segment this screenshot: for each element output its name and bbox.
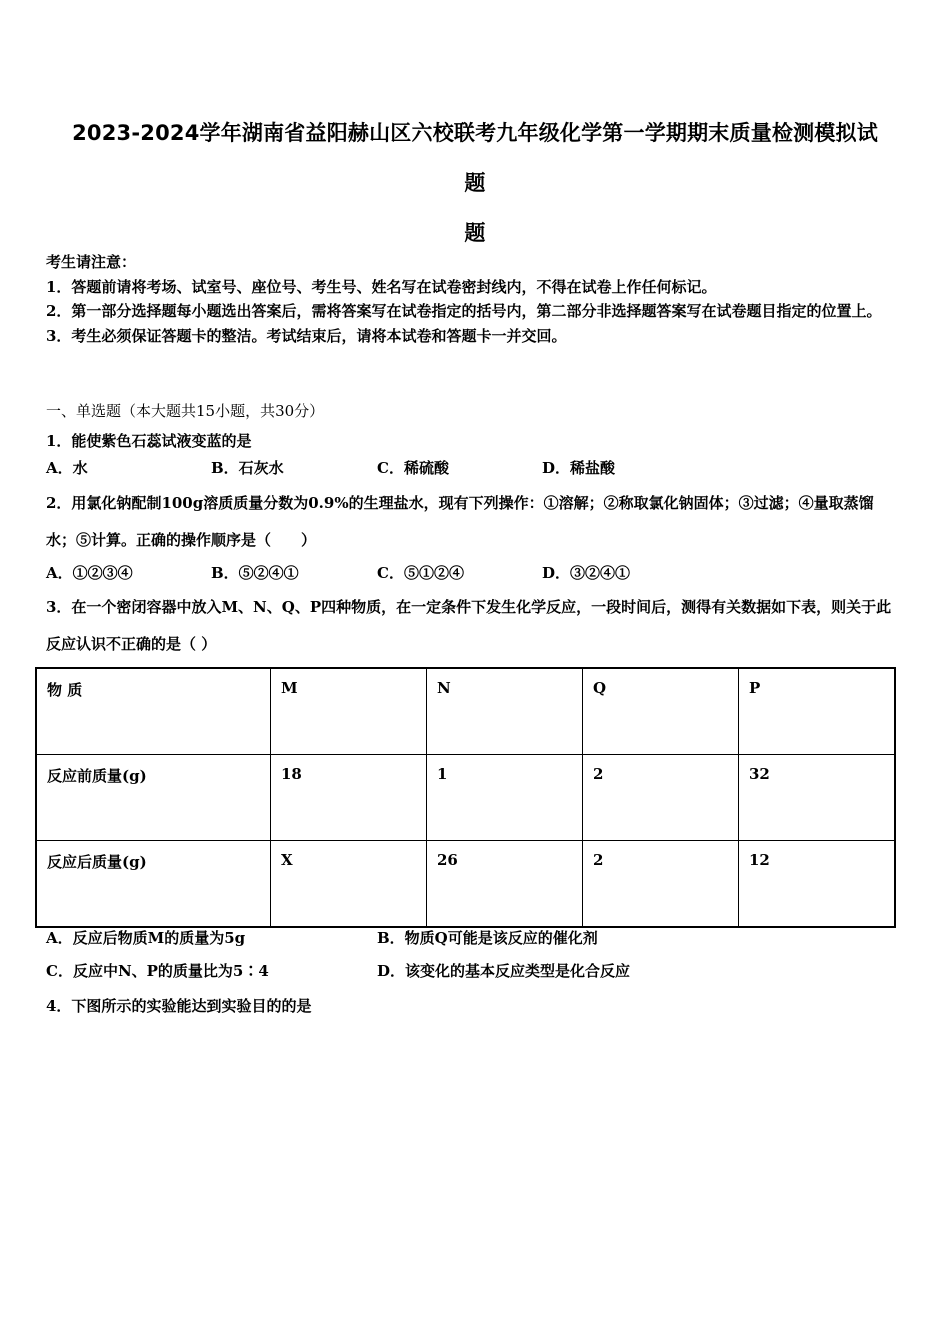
- question-3: [46, 589, 896, 663]
- table-cell: 1: [427, 755, 583, 841]
- question-2: [46, 485, 896, 559]
- option-d: D．③②④①: [542, 564, 631, 582]
- option-b: B．物质Q可能是该反应的催化剂: [377, 929, 598, 947]
- question-1-options: [46, 456, 896, 480]
- table-cell: 32: [739, 755, 896, 841]
- question-4: [46, 988, 896, 1025]
- question-stem: 1．能使紫色石蕊试液变蓝的是: [46, 432, 252, 450]
- table-cell: 18: [271, 755, 427, 841]
- option-d: D．该变化的基本反应类型是化合反应: [377, 962, 631, 980]
- notice-item: 2．第一部分选择题每小题选出答案后，需将答案写在试卷指定的括号内，第二部分非选择题答案写在试卷题目指定的位置上。: [46, 302, 882, 320]
- table-cell: P: [739, 668, 896, 755]
- option-d: D．稀盐酸: [542, 459, 616, 477]
- table-cell: M: [271, 668, 427, 755]
- question-2-options: [46, 561, 896, 585]
- option-a: A．①②③④: [46, 564, 133, 582]
- title-line-3: 题: [464, 221, 486, 245]
- question-1: [46, 423, 896, 460]
- option-c: C．⑤①②④: [377, 564, 464, 582]
- table-row: [36, 841, 895, 928]
- table-row: [36, 755, 895, 841]
- option-a: A．水: [46, 459, 88, 477]
- title-line-2: 题: [464, 171, 486, 195]
- question-3-options-row-1: [46, 926, 896, 950]
- option-c: C．反应中N、P的质量比为5∶4: [46, 962, 269, 980]
- table-cell: 反应前质量(g): [36, 755, 271, 841]
- table-cell: 反应后质量(g): [36, 841, 271, 928]
- table-cell: Q: [583, 668, 739, 755]
- page-title: [40, 108, 910, 258]
- notice-item: 3．考生必须保证答题卡的整洁。考试结束后，请将本试卷和答题卡一并交回。: [46, 326, 567, 345]
- table-cell: 2: [583, 841, 739, 928]
- table-cell: N: [427, 668, 583, 755]
- question-stem: 2．用氯化钠配制100g溶质质量分数为0.9%的生理盐水，现有下列操作：①溶解；②称取氯化钠固体；③过滤；④量取蒸馏水；⑤计算。正确的操作顺序是（ ）: [46, 494, 874, 549]
- option-b: B．⑤②④①: [211, 564, 299, 582]
- question-stem: 3．在一个密闭容器中放入M、N、Q、P四种物质，在一定条件下发生化学反应，一段时间后，测得有关数据如下表，则关于此反应认识不正确的是（ ）: [46, 598, 892, 653]
- table-cell: X: [271, 841, 427, 928]
- notice-heading: 考生请注意：: [46, 253, 137, 271]
- question-stem: 4．下图所示的实验能达到实验目的的是: [46, 997, 312, 1015]
- option-c: C．稀硫酸: [377, 459, 449, 477]
- table-cell: 12: [739, 841, 896, 928]
- question-3-options-row-2: [46, 959, 896, 983]
- table-cell: 2: [583, 755, 739, 841]
- table-cell: 26: [427, 841, 583, 928]
- table-cell: 物 质: [36, 668, 271, 755]
- notice-item: 1．答题前请将考场、试室号、座位号、考生号、姓名写在试卷密封线内，不得在试卷上作任何标记。: [46, 277, 717, 296]
- candidate-notice: [46, 250, 896, 348]
- option-a: A．反应后物质M的质量为5g: [46, 929, 246, 947]
- data-table: [35, 667, 896, 928]
- section-heading: 一、单选题（本大题共15小题，共30分）: [46, 402, 325, 420]
- title-line-1: 2023-2024学年湖南省益阳赫山区六校联考九年级化学第一学期期末质量检测模拟试: [72, 121, 878, 145]
- option-b: B．石灰水: [211, 459, 284, 477]
- table-header-row: [36, 668, 895, 755]
